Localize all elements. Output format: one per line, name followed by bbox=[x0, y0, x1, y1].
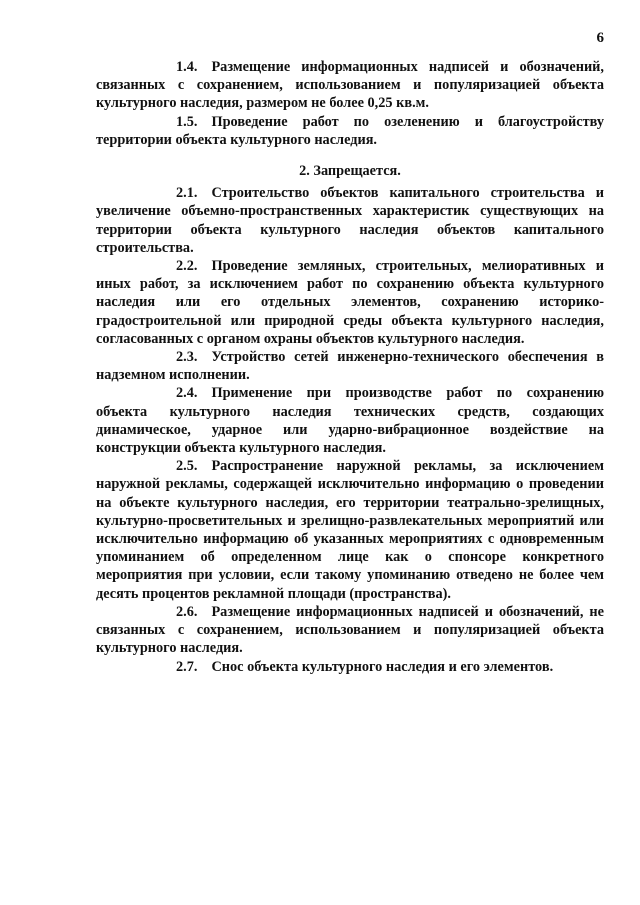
clause-text: Применение при производстве работ по сохранению объекта культурного наследия технических средств, создающих динамическое, ударное или ударно-вибрационное воздействие на конструкции объекта культурного наследия. bbox=[96, 385, 604, 457]
document-body bbox=[96, 58, 604, 676]
clause-number: 2.2. bbox=[176, 258, 198, 275]
clause-number: 2.4. bbox=[176, 385, 198, 402]
clause-1-5 bbox=[96, 113, 604, 149]
clause-2-6 bbox=[96, 603, 604, 658]
clause-1-4 bbox=[96, 58, 604, 113]
clause-text: Строительство объектов капитального строительства и увеличение объемно-пространственных характеристик существующих на территории объекта культурного наследия объектов капитального строительства. bbox=[96, 185, 604, 256]
clause-number: 2.7. bbox=[176, 658, 198, 675]
clause-text: Проведение работ по озеленению и благоустройству территории объекта культурного наследия. bbox=[96, 113, 604, 148]
clause-number: 1.5. bbox=[176, 113, 198, 130]
clause-text: Проведение земляных, строительных, мелиоративных и иных работ, за исключением работ по сохранению объекта культурного наследия или его отдельных элементов, сохранению историко-градостроительной или природной среды объекта культурного наследия, согласованных с органом охраны объектов культурного наследия. bbox=[96, 258, 604, 347]
clause-number: 2.5. bbox=[176, 458, 198, 475]
clause-2-3 bbox=[96, 348, 604, 384]
clause-text: Распространение наружной рекламы, за исключением наружной рекламы, содержащей исключительно информацию о проведении на объекте культурного наследия, его территории театрально-зрелищных, культурно-просветительных и зрелищно-развлекательных мероприятий или исключительно информацию об указанных мероприятиях с одновременным упоминанием об определенном лице как о спонсоре конкретного мероприятия при условии, если такому упоминанию отведено не более чем десять процентов рекламной площади (пространства). bbox=[96, 458, 604, 602]
clause-2-2 bbox=[96, 257, 604, 348]
clause-2-1 bbox=[96, 184, 604, 257]
clause-2-5 bbox=[96, 457, 604, 603]
clause-number: 2.1. bbox=[176, 185, 198, 202]
clause-text: Устройство сетей инженерно-технического обеспечения в надземном исполнении. bbox=[96, 349, 604, 384]
clause-2-4 bbox=[96, 384, 604, 457]
clause-number: 1.4. bbox=[176, 59, 198, 75]
page-number: 6 bbox=[596, 30, 604, 46]
clause-2-7 bbox=[96, 658, 604, 676]
clause-text: Размещение информационных надписей и обозначений, не связанных с сохранением, использованием и популяризацией объекта культурного наследия. bbox=[96, 603, 604, 657]
clause-number: 2.6. bbox=[176, 603, 198, 620]
section-heading: 2. Запрещается. bbox=[299, 163, 401, 180]
clause-text: Снос объекта культурного наследия и его элементов. bbox=[211, 658, 554, 675]
clause-number: 2.3. bbox=[176, 349, 198, 366]
clause-text: Размещение информационных надписей и обозначений, связанных с сохранением, использованием и популяризацией объекта культурного наследия, размером не более 0,25 кв.м. bbox=[96, 59, 604, 112]
